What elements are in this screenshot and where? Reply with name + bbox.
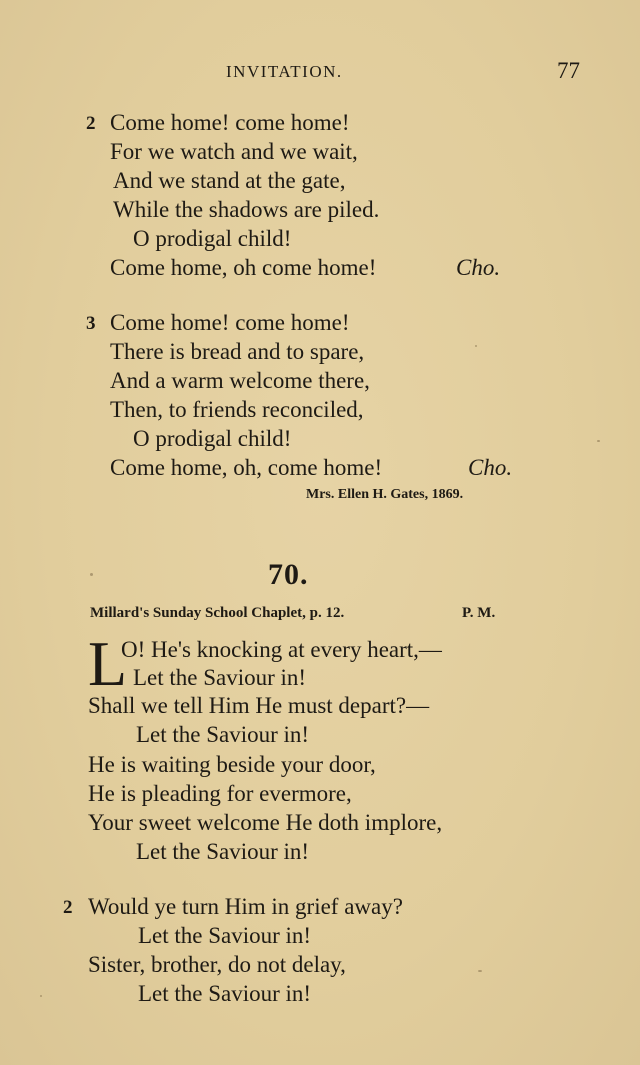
running-title: INVITATION.	[226, 62, 343, 81]
hymn-line: For we watch and we wait,	[110, 139, 358, 164]
hymn-line: Come home! come home!	[110, 110, 350, 135]
paper-speck	[40, 995, 42, 997]
hymn-line: Your sweet welcome He doth implore,	[88, 810, 443, 835]
meter: P. M.	[462, 605, 496, 621]
hymn-line: O prodigal child!	[133, 426, 292, 451]
hymn-line: O prodigal child!	[133, 226, 292, 251]
hymn-line: And we stand at the gate,	[113, 168, 346, 193]
hymn-line: And a warm welcome there,	[110, 368, 370, 393]
hymn-line: Would ye turn Him in grief away?	[88, 894, 403, 919]
chorus-mark: Cho.	[456, 255, 501, 280]
hymn-line: Let the Saviour in!	[136, 722, 310, 747]
paper-speck	[475, 345, 477, 347]
hymn-number: 70.	[268, 558, 309, 591]
hymn-line: He is waiting beside your door,	[88, 752, 376, 777]
hymn-line: Come home, oh come home!	[110, 255, 377, 280]
hymn-line: Come home, oh, come home!	[110, 455, 383, 480]
chorus-mark: Cho.	[468, 455, 513, 480]
hymn-author: Mrs. Ellen H. Gates, 1869.	[306, 487, 464, 502]
hymn-line: Shall we tell Him He must depart?—	[88, 693, 430, 718]
hymn-line: While the shadows are piled.	[113, 197, 380, 222]
tune-source: Millard's Sunday School Chaplet, p. 12.	[90, 605, 345, 621]
verse-number: 3	[86, 313, 96, 334]
hymn-line: Then, to friends reconciled,	[110, 397, 364, 422]
paper-speck	[478, 970, 482, 972]
verse-number: 2	[63, 897, 73, 918]
hymn-line: Let the Saviour in!	[136, 839, 310, 864]
hymn-line: Let the Saviour in!	[133, 665, 307, 690]
paper-speck	[90, 573, 93, 576]
hymn-line: He is pleading for evermore,	[88, 781, 352, 806]
hymn-line: Let the Saviour in!	[138, 981, 312, 1006]
hymn-line: Sister, brother, do not delay,	[88, 952, 346, 977]
hymn-line: Let the Saviour in!	[138, 923, 312, 948]
hymn-line: There is bread and to spare,	[110, 339, 365, 364]
page-number: 77	[557, 58, 580, 83]
hymn-line: O! He's knocking at every heart,—	[121, 637, 442, 662]
verse-number: 2	[86, 113, 96, 134]
hymn-line: Come home! come home!	[110, 310, 350, 335]
paper-speck	[597, 440, 600, 442]
drop-cap: L	[88, 628, 128, 699]
